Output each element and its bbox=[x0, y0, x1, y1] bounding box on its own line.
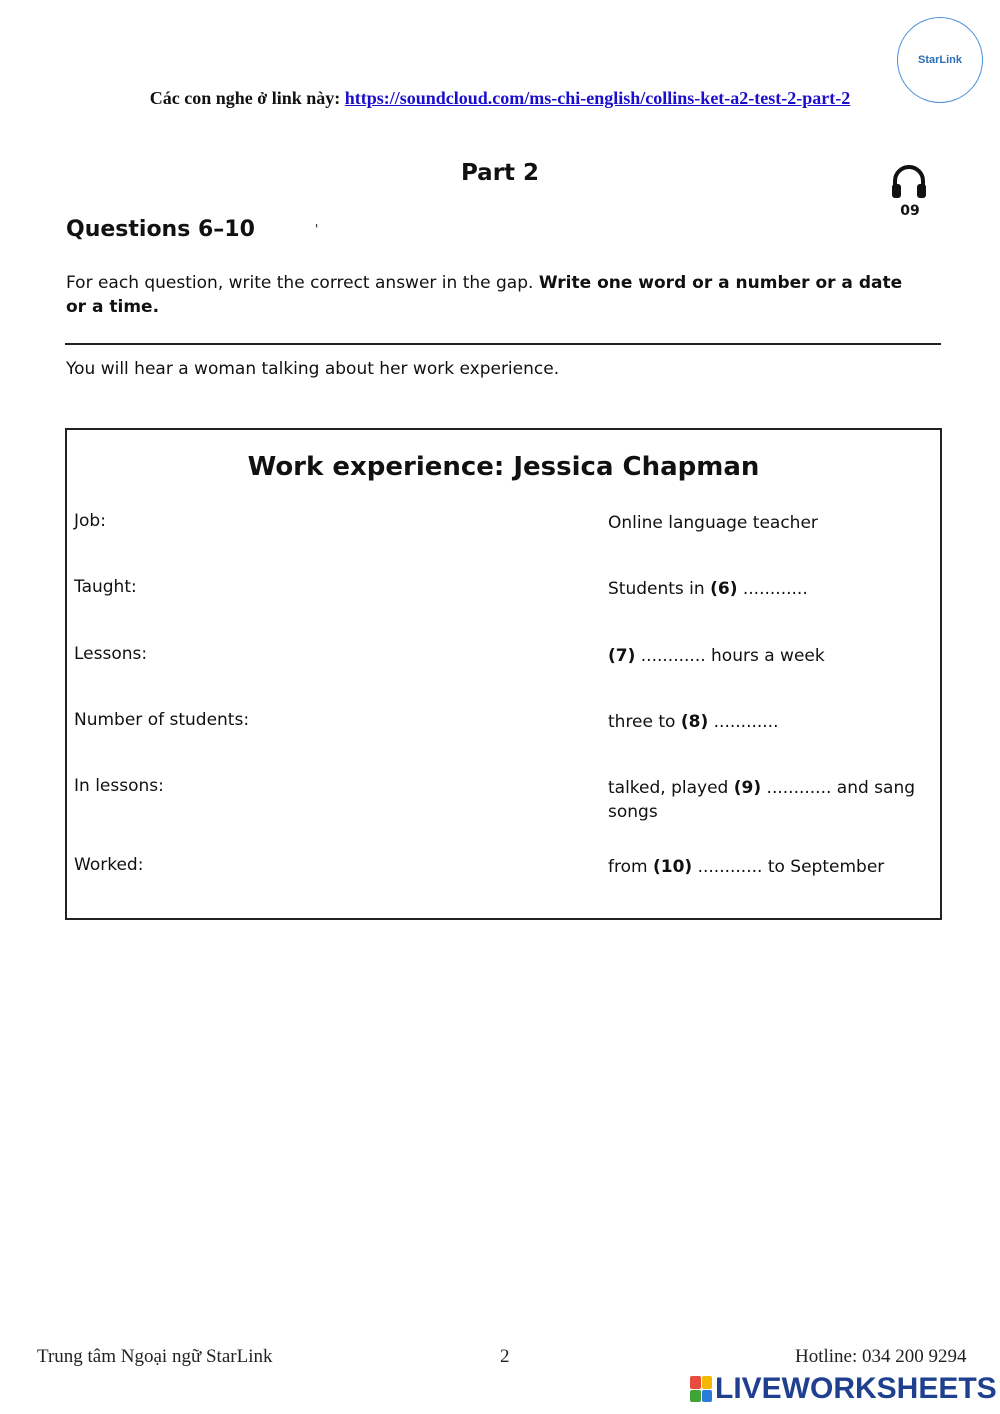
instructions-bold: Write one word or a number or a date or a time. bbox=[66, 273, 903, 317]
liveworksheets-text: LIVEWORKSHEETS bbox=[715, 1372, 997, 1405]
audio-track-number: 09 bbox=[900, 203, 920, 219]
logo-text: StarLink bbox=[917, 54, 962, 66]
row-label-lessons: Lessons: bbox=[74, 644, 148, 664]
row-label-in-lessons: In lessons: bbox=[74, 776, 164, 796]
row-label-job: Job: bbox=[74, 511, 106, 531]
instructions bbox=[66, 271, 926, 319]
intro-text: You will hear a woman talking about her work experience. bbox=[66, 359, 560, 379]
liveworksheets-icon bbox=[690, 1376, 712, 1402]
value-text: from bbox=[608, 857, 648, 877]
footer-center-name: Trung tâm Ngoại ngữ StarLink bbox=[37, 1346, 273, 1367]
stray-mark: ' bbox=[315, 222, 319, 236]
answer-gap[interactable]: ............ to September bbox=[697, 857, 885, 877]
question-number: (6) bbox=[710, 579, 738, 599]
row-value-job bbox=[608, 511, 918, 535]
instructions-plain: For each question, write the correct answer in the gap. bbox=[66, 273, 534, 293]
value-text: three to bbox=[608, 712, 676, 732]
row-label-taught: Taught: bbox=[74, 577, 137, 597]
answer-gap[interactable]: ............ hours a week bbox=[640, 646, 825, 666]
liveworksheets-watermark bbox=[690, 1372, 997, 1406]
link-prefix: Các con nghe ở link này: bbox=[149, 88, 341, 108]
footer-page-number: 2 bbox=[500, 1346, 510, 1367]
value-text: talked, played bbox=[608, 778, 729, 798]
row-value-in-lessons bbox=[608, 776, 918, 824]
answer-gap[interactable]: ............ and sang songs bbox=[608, 778, 916, 822]
row-label-students: Number of students: bbox=[74, 710, 250, 730]
row-value-students bbox=[608, 710, 918, 734]
value-text: Students in bbox=[608, 579, 705, 599]
work-experience-panel bbox=[65, 428, 942, 920]
footer-hotline: Hotline: 034 200 9294 bbox=[795, 1346, 967, 1367]
panel-title: Work experience: Jessica Chapman bbox=[247, 452, 760, 482]
soundcloud-link[interactable]: https://soundcloud.com/ms-chi-english/collins-ket-a2-test-2-part-2 bbox=[344, 88, 851, 108]
divider bbox=[65, 343, 941, 345]
questions-heading: Questions 6–10 bbox=[66, 217, 255, 242]
row-value-worked bbox=[608, 855, 918, 879]
answer-gap[interactable]: ............ bbox=[713, 712, 779, 732]
question-number: (8) bbox=[680, 712, 709, 732]
audio-link-line bbox=[0, 88, 1000, 109]
row-label-worked: Worked: bbox=[74, 855, 144, 875]
row-value-lessons bbox=[608, 644, 918, 668]
answer-gap[interactable]: ............ bbox=[742, 579, 808, 599]
part-title: Part 2 bbox=[460, 160, 540, 186]
row-value-taught bbox=[608, 577, 918, 601]
question-number: (7) bbox=[608, 646, 636, 666]
question-number: (9) bbox=[733, 778, 762, 798]
starlink-logo bbox=[897, 17, 983, 103]
question-number: (10) bbox=[652, 857, 693, 877]
value-text: Online language teacher bbox=[608, 513, 818, 533]
